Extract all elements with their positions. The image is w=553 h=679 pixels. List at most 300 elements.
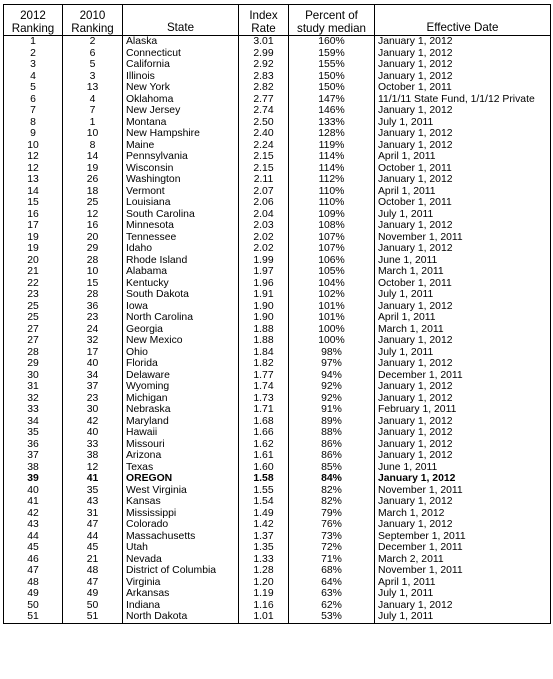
cell-rank-2012: 31: [4, 381, 63, 393]
cell-rank-2012: 43: [4, 519, 63, 531]
cell-effective-date: January 1, 2012: [375, 416, 551, 428]
cell-index-rate: 1.37: [239, 531, 289, 543]
cell-effective-date: October 1, 2011: [375, 197, 551, 209]
table-row: [4, 381, 551, 393]
cell-rank-2010: 35: [63, 485, 123, 497]
cell-effective-date: April 1, 2011: [375, 151, 551, 163]
cell-rank-2010: 32: [63, 335, 123, 347]
cell-rank-2012: 16: [4, 209, 63, 221]
cell-effective-date: January 1, 2012: [375, 450, 551, 462]
table-row: [4, 59, 551, 71]
cell-rank-2012: 50: [4, 600, 63, 612]
cell-rank-2010: 41: [63, 473, 123, 485]
cell-rank-2012: 7: [4, 105, 63, 117]
cell-percent-median: 97%: [289, 358, 375, 370]
cell-rank-2012: 12: [4, 151, 63, 163]
cell-percent-median: 160%: [289, 36, 375, 48]
cell-rank-2010: 28: [63, 289, 123, 301]
cell-state: Indiana: [123, 600, 239, 612]
cell-percent-median: 110%: [289, 197, 375, 209]
table-row: [4, 324, 551, 336]
cell-percent-median: 101%: [289, 301, 375, 313]
table-row: [4, 393, 551, 405]
cell-index-rate: 1.01: [239, 611, 289, 623]
cell-rank-2010: 30: [63, 404, 123, 416]
cell-rank-2012: 36: [4, 439, 63, 451]
cell-percent-median: 147%: [289, 94, 375, 106]
header-index-rate: Index Rate: [239, 5, 289, 36]
table-row: [4, 163, 551, 175]
cell-index-rate: 3.01: [239, 36, 289, 48]
cell-effective-date: January 1, 2012: [375, 600, 551, 612]
cell-rank-2010: 1: [63, 117, 123, 129]
cell-index-rate: 1.71: [239, 404, 289, 416]
cell-index-rate: 1.88: [239, 324, 289, 336]
cell-effective-date: January 1, 2012: [375, 335, 551, 347]
cell-percent-median: 100%: [289, 335, 375, 347]
cell-state: Kentucky: [123, 278, 239, 290]
cell-effective-date: September 1, 2011: [375, 531, 551, 543]
table-row: [4, 94, 551, 106]
cell-index-rate: 2.77: [239, 94, 289, 106]
cell-rank-2012: 27: [4, 335, 63, 347]
table-row: [4, 117, 551, 129]
cell-percent-median: 79%: [289, 508, 375, 520]
cell-index-rate: 2.03: [239, 220, 289, 232]
cell-rank-2010: 7: [63, 105, 123, 117]
cell-state: Georgia: [123, 324, 239, 336]
cell-rank-2010: 12: [63, 462, 123, 474]
table-row: [4, 82, 551, 94]
cell-rank-2010: 20: [63, 232, 123, 244]
table-row: [4, 197, 551, 209]
cell-effective-date: January 1, 2012: [375, 128, 551, 140]
cell-rank-2010: 40: [63, 358, 123, 370]
cell-rank-2012: 21: [4, 266, 63, 278]
cell-state: District of Columbia: [123, 565, 239, 577]
cell-state: Texas: [123, 462, 239, 474]
cell-rank-2010: 12: [63, 209, 123, 221]
cell-index-rate: 1.35: [239, 542, 289, 554]
table-row: [4, 335, 551, 347]
cell-rank-2012: 23: [4, 289, 63, 301]
cell-effective-date: January 1, 2012: [375, 59, 551, 71]
cell-rank-2012: 3: [4, 59, 63, 71]
table-row: [4, 404, 551, 416]
cell-percent-median: 71%: [289, 554, 375, 566]
cell-effective-date: March 2, 2011: [375, 554, 551, 566]
cell-index-rate: 1.20: [239, 577, 289, 589]
cell-percent-median: 133%: [289, 117, 375, 129]
table-row: [4, 128, 551, 140]
cell-effective-date: November 1, 2011: [375, 232, 551, 244]
cell-rank-2012: 47: [4, 565, 63, 577]
cell-index-rate: 2.15: [239, 163, 289, 175]
cell-index-rate: 1.88: [239, 335, 289, 347]
cell-rank-2010: 17: [63, 347, 123, 359]
cell-effective-date: January 1, 2012: [375, 220, 551, 232]
cell-index-rate: 1.49: [239, 508, 289, 520]
cell-rank-2012: 9: [4, 128, 63, 140]
cell-percent-median: 82%: [289, 496, 375, 508]
table-row: [4, 48, 551, 60]
cell-state: Minnesota: [123, 220, 239, 232]
cell-rank-2012: 1: [4, 36, 63, 48]
cell-percent-median: 76%: [289, 519, 375, 531]
table-header: [4, 5, 551, 36]
cell-state: Arizona: [123, 450, 239, 462]
cell-effective-date: February 1, 2011: [375, 404, 551, 416]
cell-state: Alaska: [123, 36, 239, 48]
cell-rank-2012: 19: [4, 232, 63, 244]
cell-rank-2012: 29: [4, 358, 63, 370]
cell-index-rate: 1.82: [239, 358, 289, 370]
cell-index-rate: 1.97: [239, 266, 289, 278]
cell-rank-2012: 13: [4, 174, 63, 186]
table-row: [4, 312, 551, 324]
cell-state: Massachusetts: [123, 531, 239, 543]
cell-rank-2012: 8: [4, 117, 63, 129]
cell-state: New Hampshire: [123, 128, 239, 140]
cell-index-rate: 1.84: [239, 347, 289, 359]
cell-state: Montana: [123, 117, 239, 129]
cell-percent-median: 107%: [289, 232, 375, 244]
cell-percent-median: 102%: [289, 289, 375, 301]
table-row: [4, 301, 551, 313]
cell-effective-date: October 1, 2011: [375, 278, 551, 290]
table-row: [4, 140, 551, 152]
cell-state: Kansas: [123, 496, 239, 508]
cell-state: Tennessee: [123, 232, 239, 244]
table-row: [4, 243, 551, 255]
cell-rank-2010: 37: [63, 381, 123, 393]
cell-state: Washington: [123, 174, 239, 186]
cell-effective-date: January 1, 2012: [375, 301, 551, 313]
cell-rank-2010: 38: [63, 450, 123, 462]
cell-effective-date: January 1, 2012: [375, 71, 551, 83]
cell-percent-median: 112%: [289, 174, 375, 186]
cell-state: North Dakota: [123, 611, 239, 623]
cell-rank-2010: 21: [63, 554, 123, 566]
cell-rank-2010: 24: [63, 324, 123, 336]
table-row: [4, 496, 551, 508]
cell-state: Oklahoma: [123, 94, 239, 106]
header-state: State: [123, 5, 239, 36]
cell-rank-2012: 5: [4, 82, 63, 94]
table-row: [4, 473, 551, 485]
cell-index-rate: 2.15: [239, 151, 289, 163]
cell-effective-date: April 1, 2011: [375, 577, 551, 589]
cell-rank-2010: 8: [63, 140, 123, 152]
cell-effective-date: January 1, 2012: [375, 381, 551, 393]
cell-rank-2010: 6: [63, 48, 123, 60]
cell-effective-date: November 1, 2011: [375, 485, 551, 497]
cell-rank-2010: 44: [63, 531, 123, 543]
cell-index-rate: 1.99: [239, 255, 289, 267]
cell-index-rate: 1.54: [239, 496, 289, 508]
cell-rank-2012: 33: [4, 404, 63, 416]
cell-rank-2012: 27: [4, 324, 63, 336]
table-row: [4, 266, 551, 278]
table-row: [4, 278, 551, 290]
cell-index-rate: 2.02: [239, 232, 289, 244]
cell-rank-2010: 13: [63, 82, 123, 94]
cell-percent-median: 92%: [289, 393, 375, 405]
cell-percent-median: 108%: [289, 220, 375, 232]
cell-effective-date: January 1, 2012: [375, 358, 551, 370]
table-body: [4, 36, 551, 624]
cell-state: Delaware: [123, 370, 239, 382]
cell-percent-median: 104%: [289, 278, 375, 290]
cell-percent-median: 62%: [289, 600, 375, 612]
table-row: [4, 105, 551, 117]
cell-percent-median: 91%: [289, 404, 375, 416]
cell-state: Pennsylvania: [123, 151, 239, 163]
table-row: [4, 186, 551, 198]
cell-state: Florida: [123, 358, 239, 370]
cell-rank-2010: 16: [63, 220, 123, 232]
table-row: [4, 358, 551, 370]
cell-rank-2012: 28: [4, 347, 63, 359]
table-row: [4, 416, 551, 428]
cell-state: Maine: [123, 140, 239, 152]
cell-percent-median: 146%: [289, 105, 375, 117]
cell-effective-date: June 1, 2011: [375, 462, 551, 474]
cell-index-rate: 1.58: [239, 473, 289, 485]
header-row: [4, 5, 551, 36]
cell-effective-date: 11/1/11 State Fund, 1/1/12 Private: [375, 94, 551, 106]
cell-index-rate: 1.74: [239, 381, 289, 393]
cell-rank-2010: 40: [63, 427, 123, 439]
cell-effective-date: July 1, 2011: [375, 209, 551, 221]
cell-rank-2010: 42: [63, 416, 123, 428]
cell-percent-median: 88%: [289, 427, 375, 439]
cell-percent-median: 84%: [289, 473, 375, 485]
cell-index-rate: 2.82: [239, 82, 289, 94]
cell-rank-2012: 25: [4, 301, 63, 313]
cell-state: Alabama: [123, 266, 239, 278]
cell-percent-median: 85%: [289, 462, 375, 474]
cell-effective-date: March 1, 2011: [375, 266, 551, 278]
cell-effective-date: January 1, 2012: [375, 393, 551, 405]
cell-rank-2012: 6: [4, 94, 63, 106]
cell-rank-2012: 14: [4, 186, 63, 198]
cell-percent-median: 63%: [289, 588, 375, 600]
cell-rank-2012: 34: [4, 416, 63, 428]
cell-effective-date: July 1, 2011: [375, 117, 551, 129]
cell-percent-median: 92%: [289, 381, 375, 393]
table-row: [4, 347, 551, 359]
header-percent-median: Percent of study median: [289, 5, 375, 36]
cell-state: Ohio: [123, 347, 239, 359]
cell-state: OREGON: [123, 473, 239, 485]
cell-rank-2010: 33: [63, 439, 123, 451]
cell-state: New Mexico: [123, 335, 239, 347]
cell-percent-median: 73%: [289, 531, 375, 543]
cell-rank-2010: 23: [63, 393, 123, 405]
cell-index-rate: 2.92: [239, 59, 289, 71]
cell-rank-2010: 28: [63, 255, 123, 267]
table-row: [4, 611, 551, 623]
table-row: [4, 577, 551, 589]
cell-state: Wyoming: [123, 381, 239, 393]
cell-rank-2012: 22: [4, 278, 63, 290]
cell-rank-2012: 45: [4, 542, 63, 554]
table-row: [4, 232, 551, 244]
cell-rank-2010: 36: [63, 301, 123, 313]
cell-index-rate: 1.60: [239, 462, 289, 474]
cell-rank-2012: 37: [4, 450, 63, 462]
table-row: [4, 588, 551, 600]
cell-index-rate: 1.90: [239, 301, 289, 313]
cell-rank-2012: 51: [4, 611, 63, 623]
cell-effective-date: June 1, 2011: [375, 255, 551, 267]
cell-percent-median: 159%: [289, 48, 375, 60]
table-row: [4, 220, 551, 232]
header-rank-2012: 2012 Ranking: [4, 5, 63, 36]
cell-effective-date: January 1, 2012: [375, 36, 551, 48]
cell-state: South Dakota: [123, 289, 239, 301]
cell-state: Nevada: [123, 554, 239, 566]
cell-percent-median: 107%: [289, 243, 375, 255]
cell-effective-date: July 1, 2011: [375, 347, 551, 359]
cell-rank-2012: 35: [4, 427, 63, 439]
cell-index-rate: 1.90: [239, 312, 289, 324]
cell-rank-2010: 10: [63, 266, 123, 278]
cell-effective-date: November 1, 2011: [375, 565, 551, 577]
cell-rank-2010: 49: [63, 588, 123, 600]
table-row: [4, 439, 551, 451]
cell-rank-2010: 5: [63, 59, 123, 71]
cell-index-rate: 1.91: [239, 289, 289, 301]
cell-index-rate: 2.99: [239, 48, 289, 60]
cell-rank-2012: 32: [4, 393, 63, 405]
cell-effective-date: March 1, 2011: [375, 324, 551, 336]
cell-effective-date: January 1, 2012: [375, 427, 551, 439]
table-row: [4, 531, 551, 543]
cell-rank-2010: 25: [63, 197, 123, 209]
cell-percent-median: 86%: [289, 439, 375, 451]
cell-rank-2012: 2: [4, 48, 63, 60]
cell-state: Idaho: [123, 243, 239, 255]
cell-percent-median: 101%: [289, 312, 375, 324]
cell-index-rate: 2.04: [239, 209, 289, 221]
cell-rank-2010: 51: [63, 611, 123, 623]
cell-effective-date: April 1, 2011: [375, 312, 551, 324]
cell-rank-2010: 47: [63, 519, 123, 531]
cell-index-rate: 1.66: [239, 427, 289, 439]
rankings-table: [3, 4, 551, 624]
cell-rank-2010: 14: [63, 151, 123, 163]
cell-state: Louisiana: [123, 197, 239, 209]
cell-state: Mississippi: [123, 508, 239, 520]
table-row: [4, 427, 551, 439]
cell-index-rate: 1.33: [239, 554, 289, 566]
cell-effective-date: July 1, 2011: [375, 289, 551, 301]
cell-rank-2010: 50: [63, 600, 123, 612]
cell-index-rate: 1.73: [239, 393, 289, 405]
cell-rank-2012: 44: [4, 531, 63, 543]
cell-percent-median: 64%: [289, 577, 375, 589]
cell-index-rate: 2.40: [239, 128, 289, 140]
cell-percent-median: 89%: [289, 416, 375, 428]
cell-percent-median: 86%: [289, 450, 375, 462]
cell-rank-2012: 10: [4, 140, 63, 152]
cell-rank-2012: 19: [4, 243, 63, 255]
cell-state: Iowa: [123, 301, 239, 313]
cell-state: Michigan: [123, 393, 239, 405]
cell-state: Illinois: [123, 71, 239, 83]
cell-index-rate: 2.02: [239, 243, 289, 255]
cell-percent-median: 68%: [289, 565, 375, 577]
table-row: [4, 450, 551, 462]
cell-rank-2012: 12: [4, 163, 63, 175]
cell-effective-date: January 1, 2012: [375, 473, 551, 485]
table-row: [4, 519, 551, 531]
cell-rank-2012: 25: [4, 312, 63, 324]
cell-rank-2012: 20: [4, 255, 63, 267]
cell-effective-date: December 1, 2011: [375, 542, 551, 554]
cell-effective-date: January 1, 2012: [375, 243, 551, 255]
table-row: [4, 600, 551, 612]
table-row: [4, 174, 551, 186]
cell-rank-2010: 29: [63, 243, 123, 255]
cell-state: North Carolina: [123, 312, 239, 324]
cell-state: West Virginia: [123, 485, 239, 497]
cell-state: Vermont: [123, 186, 239, 198]
cell-rank-2012: 38: [4, 462, 63, 474]
cell-percent-median: 105%: [289, 266, 375, 278]
cell-percent-median: 150%: [289, 82, 375, 94]
cell-index-rate: 1.77: [239, 370, 289, 382]
cell-percent-median: 114%: [289, 151, 375, 163]
cell-effective-date: January 1, 2012: [375, 105, 551, 117]
cell-effective-date: July 1, 2011: [375, 611, 551, 623]
cell-percent-median: 119%: [289, 140, 375, 152]
table-row: [4, 289, 551, 301]
cell-index-rate: 2.07: [239, 186, 289, 198]
cell-percent-median: 109%: [289, 209, 375, 221]
cell-index-rate: 2.24: [239, 140, 289, 152]
table-row: [4, 565, 551, 577]
cell-rank-2010: 15: [63, 278, 123, 290]
cell-effective-date: December 1, 2011: [375, 370, 551, 382]
cell-rank-2010: 4: [63, 94, 123, 106]
cell-percent-median: 72%: [289, 542, 375, 554]
cell-rank-2010: 43: [63, 496, 123, 508]
cell-index-rate: 1.16: [239, 600, 289, 612]
cell-percent-median: 53%: [289, 611, 375, 623]
cell-rank-2010: 19: [63, 163, 123, 175]
cell-effective-date: January 1, 2012: [375, 519, 551, 531]
cell-rank-2010: 47: [63, 577, 123, 589]
cell-percent-median: 114%: [289, 163, 375, 175]
cell-percent-median: 110%: [289, 186, 375, 198]
cell-state: New York: [123, 82, 239, 94]
cell-rank-2012: 40: [4, 485, 63, 497]
cell-rank-2010: 23: [63, 312, 123, 324]
cell-index-rate: 2.50: [239, 117, 289, 129]
cell-percent-median: 150%: [289, 71, 375, 83]
table-row: [4, 542, 551, 554]
cell-state: South Carolina: [123, 209, 239, 221]
cell-rank-2010: 31: [63, 508, 123, 520]
cell-rank-2012: 30: [4, 370, 63, 382]
table-row: [4, 370, 551, 382]
table-row: [4, 71, 551, 83]
cell-index-rate: 1.42: [239, 519, 289, 531]
table-row: [4, 36, 551, 48]
